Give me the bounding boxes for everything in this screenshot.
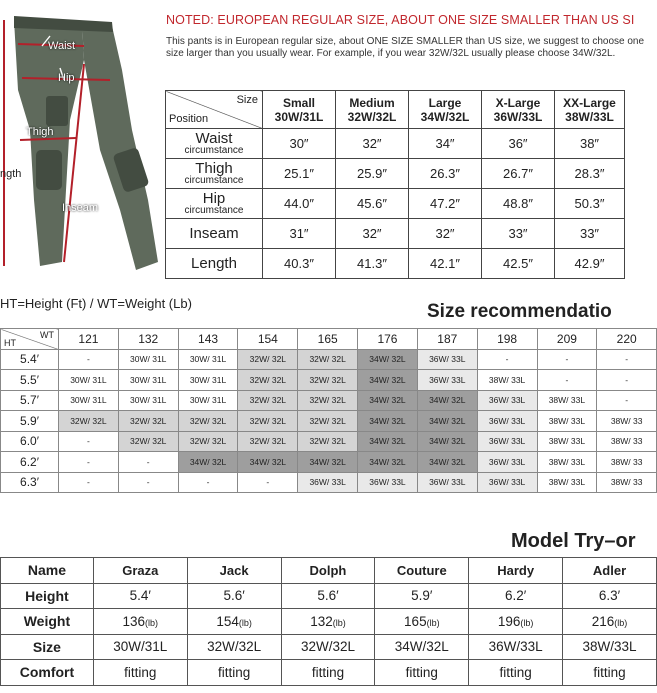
measurement-label <box>166 189 263 219</box>
measurement-label <box>166 249 263 279</box>
recommended-size-cell: 36W/ 33L <box>477 411 537 432</box>
recommended-size-cell: 34W/ 32L <box>358 452 418 473</box>
model-attribute-value: fitting <box>405 664 438 680</box>
measurement-value: 32″ <box>336 219 409 249</box>
model-attribute-value: 216 <box>591 613 615 629</box>
measurement-value: 36″ <box>482 129 555 159</box>
recommended-size-cell: 30W/ 31L <box>118 349 178 370</box>
model-attribute-value: 30W/31L <box>113 639 168 655</box>
model-attribute-cell <box>375 660 469 686</box>
size-chart-corner <box>166 91 263 129</box>
size-name: X-Large <box>495 95 541 110</box>
left-knee-pad <box>36 150 62 190</box>
recommended-size-cell: 38W/ 33L <box>537 390 597 411</box>
recommended-size-cell: 38W/ 33L <box>537 452 597 473</box>
recommended-size-cell: 34W/ 32L <box>178 452 238 473</box>
recommended-size-cell: 36W/ 33L <box>477 431 537 452</box>
recommended-size-cell: 38W/ 33 <box>597 411 657 432</box>
model-attribute-cell <box>375 609 469 635</box>
recommended-size-cell: 34W/ 32L <box>417 431 477 452</box>
corner-wt-label: WT <box>40 330 54 340</box>
measurement-sub: circumstance <box>184 174 244 186</box>
height-weight-note: HT=Height (Ft) / WT=Weight (Lb) <box>0 296 192 311</box>
size-recommendation-table <box>0 328 657 493</box>
measurement-label <box>166 159 263 189</box>
model-attribute-value: 5.9′ <box>411 588 433 604</box>
model-attribute-value: fitting <box>311 664 345 680</box>
recommended-size-cell: 32W/ 32L <box>238 370 298 391</box>
measurement-value: 33″ <box>482 219 555 249</box>
measurement-sub: circumstance <box>184 144 244 156</box>
measurement-value: 40.3″ <box>263 249 336 279</box>
measurement-value: 25.1″ <box>263 159 336 189</box>
recommended-size-cell: - <box>118 472 178 493</box>
height-row <box>1 349 657 370</box>
measurement-value: 42.9″ <box>555 249 625 279</box>
model-corner-label: Name <box>1 558 94 584</box>
model-attribute-label: Size <box>1 634 94 660</box>
model-attribute-value: 154 <box>216 613 239 629</box>
recommended-size-cell: 32W/ 32L <box>178 431 238 452</box>
recommended-size-cell: 36W/ 33L <box>477 472 537 493</box>
measurement-value: 30″ <box>263 129 336 159</box>
measurement-value: 44.0″ <box>263 189 336 219</box>
corner-ht-label: HT <box>4 337 16 348</box>
model-attribute-value: 196 <box>497 613 521 629</box>
recommended-size-cell: 34W/ 32L <box>358 349 418 370</box>
model-attribute-unit: (lb) <box>426 617 440 628</box>
model-attribute-cell <box>93 609 187 635</box>
recommended-size-cell: 36W/ 33L <box>417 370 477 391</box>
weight-header-row <box>1 329 657 350</box>
model-attribute-row <box>1 660 657 686</box>
recommended-size-cell: 34W/ 32L <box>358 370 418 391</box>
recommended-size-cell: 32W/ 32L <box>238 390 298 411</box>
recommended-size-cell: 38W/ 33 <box>597 431 657 452</box>
model-attribute-cell <box>563 583 657 609</box>
height-label: 5.9′ <box>1 411 59 432</box>
model-name: Jack <box>187 558 281 584</box>
model-attribute-cell <box>281 609 375 635</box>
model-name: Adler <box>563 558 657 584</box>
model-attribute-cell <box>563 609 657 635</box>
recommended-size-cell: 34W/ 32L <box>298 452 358 473</box>
measurement-value: 28.3″ <box>555 159 625 189</box>
measurement-name: Thigh <box>195 159 233 177</box>
model-attribute-cell <box>375 634 469 660</box>
length-figure-label: ngth <box>0 168 22 180</box>
recommended-size-cell: 30W/ 31L <box>178 390 238 411</box>
recommended-size-cell: - <box>59 349 119 370</box>
recommended-size-cell: - <box>597 370 657 391</box>
thigh-figure-label: Thigh <box>26 126 54 138</box>
model-attribute-cell <box>281 583 375 609</box>
model-attribute-cell <box>93 660 187 686</box>
size-name: Large <box>428 95 462 110</box>
height-row <box>1 411 657 432</box>
model-attribute-value: fitting <box>499 664 532 680</box>
measurement-name: Length <box>191 254 237 272</box>
recommended-size-cell: - <box>59 452 119 473</box>
weight-header: 176 <box>358 329 418 350</box>
measurement-sub: circumstance <box>184 204 244 216</box>
recommended-size-cell: 32W/ 32L <box>59 411 119 432</box>
measurement-value: 34″ <box>409 129 482 159</box>
recommended-size-cell: 30W/ 31L <box>59 370 119 391</box>
thigh-pocket <box>46 96 68 126</box>
measurement-value: 33″ <box>555 219 625 249</box>
model-attribute-cell <box>375 583 469 609</box>
inseam-figure-label: Inseam <box>62 202 99 214</box>
hip-figure-label: Hip <box>58 72 75 84</box>
height-label: 6.3′ <box>1 472 59 493</box>
rec-corner <box>1 329 59 350</box>
model-name: Dolph <box>281 558 375 584</box>
model-try-on-title: Model Try–or <box>511 530 636 552</box>
size-notice-title: NOTED: EUROPEAN REGULAR SIZE, ABOUT ONE SIZE SMALLER THAN US SI <box>166 13 635 27</box>
model-attribute-cell <box>93 583 187 609</box>
size-name: Medium <box>349 95 395 110</box>
recommended-size-cell: - <box>178 472 238 493</box>
measurement-value: 38″ <box>555 129 625 159</box>
size-code: 38W/33L <box>565 109 614 124</box>
measurement-value: 42.1″ <box>409 249 482 279</box>
recommended-size-cell: 34W/ 32L <box>417 452 477 473</box>
recommended-size-cell: - <box>477 349 537 370</box>
recommended-size-cell: 38W/ 33 <box>597 452 657 473</box>
size-code: 36W/33L <box>493 109 543 124</box>
recommended-size-cell: 30W/ 31L <box>178 349 238 370</box>
model-attribute-value: 34W/32L <box>394 639 449 655</box>
recommended-size-cell: 32W/ 32L <box>238 349 298 370</box>
model-attribute-value: 5.6′ <box>317 588 339 604</box>
recommended-size-cell: 38W/ 33 <box>597 472 657 493</box>
recommended-size-cell: 30W/ 31L <box>59 390 119 411</box>
model-attribute-value: fitting <box>124 664 157 680</box>
recommended-size-cell: 36W/ 33L <box>477 452 537 473</box>
recommended-size-cell: 36W/ 33L <box>417 349 477 370</box>
model-attribute-cell <box>187 660 281 686</box>
recommended-size-cell: - <box>537 349 597 370</box>
recommended-size-cell: 36W/ 33L <box>358 472 418 493</box>
size-chart-row <box>166 129 625 159</box>
measurement-label <box>166 219 263 249</box>
recommended-size-cell: 38W/ 33L <box>537 472 597 493</box>
model-attribute-value: 38W/33L <box>582 639 637 655</box>
recommended-size-cell: 34W/ 32L <box>358 431 418 452</box>
size-chart-row <box>166 189 625 219</box>
measurement-value: 47.2″ <box>409 189 482 219</box>
model-attribute-unit: (lb) <box>145 617 159 628</box>
recommended-size-cell: 34W/ 32L <box>238 452 298 473</box>
measurement-value: 32″ <box>336 129 409 159</box>
model-attribute-cell <box>469 660 563 686</box>
model-name: Couture <box>375 558 469 584</box>
pants-drawing <box>0 0 160 292</box>
model-attribute-cell <box>93 634 187 660</box>
height-label: 5.4′ <box>1 349 59 370</box>
recommended-size-cell: 36W/ 33L <box>298 472 358 493</box>
recommended-size-cell: - <box>537 370 597 391</box>
model-attribute-value: 5.4′ <box>129 588 151 604</box>
recommended-size-cell: 32W/ 32L <box>118 411 178 432</box>
recommended-size-cell: 34W/ 32L <box>417 390 477 411</box>
model-try-on-table <box>0 557 657 686</box>
recommended-size-cell: 32W/ 32L <box>298 349 358 370</box>
recommended-size-cell: 34W/ 32L <box>358 390 418 411</box>
size-code: 34W/32L <box>420 109 470 124</box>
model-attribute-unit: (lb) <box>238 617 252 628</box>
model-attribute-row <box>1 634 657 660</box>
model-attribute-cell <box>281 660 375 686</box>
model-attribute-cell <box>563 634 657 660</box>
size-code: 32W/32L <box>347 109 397 124</box>
model-attribute-label: Height <box>1 583 94 609</box>
recommended-size-cell: 32W/ 32L <box>238 411 298 432</box>
size-col-small <box>263 91 336 129</box>
weight-header: 143 <box>178 329 238 350</box>
measurement-value: 26.3″ <box>409 159 482 189</box>
model-attribute-cell <box>187 583 281 609</box>
height-label: 5.5′ <box>1 370 59 391</box>
measurement-value: 42.5″ <box>482 249 555 279</box>
height-label: 5.7′ <box>1 390 59 411</box>
pants-right-leg <box>82 22 158 270</box>
recommended-size-cell: 38W/ 33L <box>537 411 597 432</box>
recommended-size-cell: 32W/ 32L <box>238 431 298 452</box>
recommended-size-cell: 30W/ 31L <box>118 390 178 411</box>
measurement-name: Inseam <box>189 224 239 242</box>
corner-position-label: Position <box>169 113 209 125</box>
measurement-name: Waist <box>195 129 233 147</box>
height-label: 6.0′ <box>1 431 59 452</box>
recommended-size-cell: 38W/ 33L <box>477 370 537 391</box>
model-attribute-cell <box>281 634 375 660</box>
size-notice-body: This pants is in European regular size, about ONE SIZE SMALLER than US size, we suggest to choose one size larger than you usually wear. For example, if you wear 32W/32L usually please choose 34W/32L. <box>166 36 645 59</box>
recommended-size-cell: - <box>59 472 119 493</box>
model-name: Graza <box>93 558 187 584</box>
model-attribute-value: fitting <box>593 664 626 680</box>
size-col-medium <box>336 91 409 129</box>
recommended-size-cell: 32W/ 32L <box>178 411 238 432</box>
model-attribute-value: 165 <box>404 613 427 629</box>
weight-header: 198 <box>477 329 537 350</box>
model-attribute-value: 6.2′ <box>505 588 527 604</box>
size-col-large <box>409 91 482 129</box>
weight-header: 209 <box>537 329 597 350</box>
weight-header: 132 <box>118 329 178 350</box>
model-attribute-cell <box>469 609 563 635</box>
model-attribute-value: 136 <box>122 613 146 629</box>
height-row <box>1 370 657 391</box>
recommended-size-cell: 32W/ 32L <box>298 411 358 432</box>
recommended-size-cell: 34W/ 32L <box>417 411 477 432</box>
weight-header: 154 <box>238 329 298 350</box>
size-col-xxlarge <box>555 91 625 129</box>
recommended-size-cell: - <box>118 452 178 473</box>
recommended-size-cell: - <box>597 349 657 370</box>
recommended-size-cell: - <box>59 431 119 452</box>
measurement-label <box>166 129 263 159</box>
measurement-value: 26.7″ <box>482 159 555 189</box>
weight-header: 220 <box>597 329 657 350</box>
size-code: 30W/31L <box>274 109 324 124</box>
corner-size-label: Size <box>236 94 258 106</box>
recommended-size-cell: - <box>238 472 298 493</box>
height-row <box>1 452 657 473</box>
recommended-size-cell: 38W/ 33L <box>537 431 597 452</box>
model-attribute-cell <box>187 634 281 660</box>
height-row <box>1 431 657 452</box>
model-attribute-unit: (lb) <box>332 617 346 628</box>
model-attribute-unit: (lb) <box>614 617 628 628</box>
measurement-value: 48.8″ <box>482 189 555 219</box>
measurement-value: 45.6″ <box>336 189 409 219</box>
recommended-size-cell: 32W/ 32L <box>118 431 178 452</box>
measurement-value: 31″ <box>263 219 336 249</box>
model-attribute-value: 32W/32L <box>300 639 355 655</box>
measurement-value: 41.3″ <box>336 249 409 279</box>
weight-header: 121 <box>59 329 119 350</box>
model-attribute-row <box>1 583 657 609</box>
measurement-value: 50.3″ <box>555 189 625 219</box>
measurement-value: 32″ <box>409 219 482 249</box>
size-name: XX-Large <box>563 95 616 110</box>
recommended-size-cell: 30W/ 31L <box>118 370 178 391</box>
height-row <box>1 472 657 493</box>
size-recommendation-title: Size recommendatio <box>427 301 612 322</box>
recommended-size-cell: 32W/ 32L <box>298 370 358 391</box>
size-chart-table <box>165 90 625 279</box>
size-chart-row <box>166 219 625 249</box>
height-row <box>1 390 657 411</box>
size-name: Small <box>282 95 315 110</box>
model-attribute-value: 36W/33L <box>488 639 543 655</box>
pants-illustration <box>0 0 160 292</box>
model-attribute-value: 5.6′ <box>223 588 245 604</box>
measurement-name: Hip <box>202 189 226 207</box>
recommended-size-cell: 36W/ 33L <box>477 390 537 411</box>
measurement-value: 25.9″ <box>336 159 409 189</box>
recommended-size-cell: 32W/ 32L <box>298 431 358 452</box>
recommended-size-cell: 36W/ 33L <box>417 472 477 493</box>
model-attribute-label: Weight <box>1 609 94 635</box>
weight-header: 187 <box>417 329 477 350</box>
model-name: Hardy <box>469 558 563 584</box>
model-attribute-value: fitting <box>217 664 251 680</box>
model-attribute-value: 6.3′ <box>598 588 621 604</box>
height-label: 6.2′ <box>1 452 59 473</box>
size-chart-header-row <box>166 91 625 129</box>
weight-header: 165 <box>298 329 358 350</box>
recommended-size-cell: - <box>597 390 657 411</box>
model-attribute-cell <box>469 583 563 609</box>
waist-figure-label: Waist <box>48 40 76 52</box>
size-chart-row <box>166 249 625 279</box>
model-attribute-value: 32W/32L <box>207 639 262 655</box>
model-attribute-row <box>1 609 657 635</box>
recommended-size-cell: 32W/ 32L <box>298 390 358 411</box>
pants-left-leg <box>14 20 84 266</box>
model-attribute-label: Comfort <box>1 660 94 686</box>
model-attribute-cell <box>469 634 563 660</box>
size-col-xlarge <box>482 91 555 129</box>
recommended-size-cell: 34W/ 32L <box>358 411 418 432</box>
model-attribute-cell <box>563 660 657 686</box>
model-attribute-value: 132 <box>310 613 333 629</box>
model-attribute-unit: (lb) <box>520 617 534 628</box>
model-name-row <box>1 558 657 584</box>
model-attribute-cell <box>187 609 281 635</box>
size-chart-row <box>166 159 625 189</box>
recommended-size-cell: 30W/ 31L <box>178 370 238 391</box>
